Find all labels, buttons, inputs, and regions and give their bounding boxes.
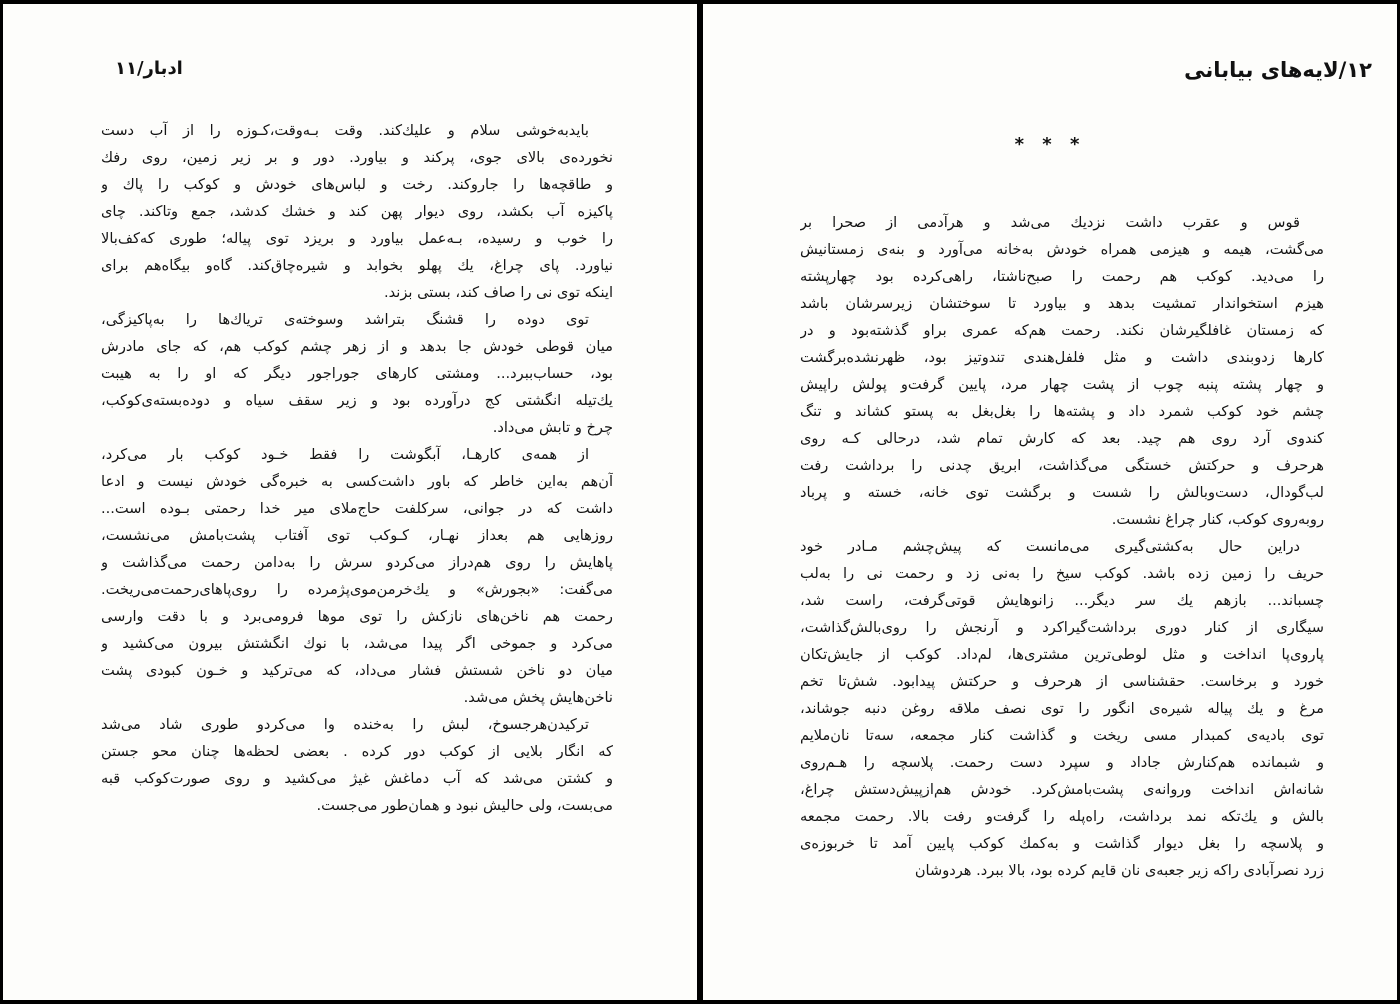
text-line: چرخ و تابش می‌داد. <box>492 419 613 436</box>
text-line: را خوب و رسیده، بـه‌عمل بیاورد و بریزد توی پیاله؛ طوری که‌کف‌بالا <box>101 230 613 247</box>
text-line: رحمت هم ناخن‌های نازکش را توی موها فرومی‌برد و با دقت وارسی <box>101 608 613 625</box>
text-line: خورد و برخاست. حقشناسی از هرحرف و حرکتش پیدابود. شش‌تا تخم <box>800 673 1324 690</box>
page-body <box>800 209 1324 884</box>
text-line: ناخن‌هایش پخش می‌شد. <box>463 689 613 706</box>
text-line: نخورده‌ی بالای جوی، پرکند و بیاورد. دور و بر زیر زمین، روی رفك <box>101 149 613 166</box>
text-line: سیگاری از کنار دوری برداشت‌گیراکرد و آرنجش را روی‌بالش‌گذاشت، <box>800 619 1324 636</box>
text-line: هرحرف و حرکتش خستگی می‌گذاشت، ابریق چدنی را برداشت رفت <box>800 457 1324 474</box>
text-line: حریف را زمین زده باشد. کوکب سیخ را به‌نی زد و رحمت نی را به‌لب <box>800 565 1324 582</box>
text-line: هیزم استخواندار تمشیت بدهد و بیاورد تا سوختشان زیرسرشان باشد <box>800 295 1324 312</box>
text-line: کارها زدوبندی داشت و مثل فلفل‌هندی تندوتیز بود، ظهرنشده‌برگشت <box>800 349 1324 366</box>
text-line: می‌گشت، هیمه و هیزمی همراه خودش به‌خانه می‌آورد و بنه‌ی زمستانیش <box>800 241 1324 258</box>
section-separator: * * * <box>1014 134 1086 155</box>
text-line: توی بادیه‌ی کمبدار مسی ریخت و گذاشت کنار مجمعه، سه‌تا نان‌ملایم <box>800 727 1324 744</box>
right-page <box>703 4 1397 1000</box>
text-line: چشم خود کوکب شمرد داد و پشته‌ها را بغل‌بغل به پستو کشاند و تنگ <box>800 403 1324 420</box>
text-line: میان قوطی خودش جا بدهد و از زهر چشم کوکب هم، که جای مادرش <box>101 338 613 355</box>
text-line: یك‌تیله انگشتی کج درآورده بود و زیر سقف سیاه و دوده‌بسته‌ی‌کوکب، <box>101 392 613 409</box>
text-line: ترکیدن‌هرجسوخ، لبش را به‌خنده وا می‌کردو طوری شاد می‌شد <box>101 716 589 733</box>
page-header: ۱۲/لایه‌های بیابانی <box>1184 58 1372 82</box>
text-line: چسباند... بازهم یك سر دیگر... زانوهایش قوتی‌گرفت، راست شد، <box>800 592 1324 609</box>
text-line: دراین حال به‌کشتی‌گیری می‌مانست که پیش‌چشم مـادر خود <box>800 538 1300 555</box>
text-line: مرغ و یك پیاله شیره‌ی انگور را توی نصف ملاقه روغن دنبه جوشاند، <box>800 700 1324 717</box>
text-line: می‌بست، ولی حالیش نبود و همان‌طور می‌جست. <box>316 797 613 814</box>
text-line: و شبمانده هم‌کنارش جاداد و سپرد دست رحمت. پلاسچه را هـم‌روی <box>800 754 1324 771</box>
text-line: که انگار بلایی از کوکب دور کرده . بعضی لحظه‌ها چنان محو جستن <box>101 743 613 760</box>
text-line: آن‌هم به‌این خاطر که باور داشت‌کسی به خبره‌گی خودش نیست و ادعا <box>101 473 613 490</box>
text-line: لب‌گودال، دست‌وبالش را شست و برگشت توی خانه، خسته و پرباد <box>800 484 1324 501</box>
text-line: و طاقچه‌ها را جاروکند. رخت و لباس‌های خودش و کوکب را پاك و <box>101 176 613 193</box>
page-body <box>101 117 613 819</box>
left-page <box>3 4 697 1000</box>
text-line: و چهار پشته پنبه چوب از پشت چهار مرد، پایین گرفت‌و پولش راپیش <box>800 376 1324 393</box>
text-line: می‌کرد و جموخی اگر پیدا می‌شد، با نوك انگشتش بیرون می‌کشید و <box>101 635 613 652</box>
text-line: پاکیزه آب بکشد، روی دیوار پهن کند و خشك کدشد، جمع وتاکند. چای <box>101 203 613 220</box>
text-line: اینکه توی نی را صاف کند، بستی بزند. <box>383 284 613 301</box>
text-line: داشت که در جوانی، سرکلفت حاج‌ملای میر خدا رحمتی بـوده است... <box>101 500 613 517</box>
text-line: بایدبه‌خوشی سلام و علیك‌کند. وقت بـه‌وقت،کـوزه را از آب دست <box>101 122 589 139</box>
page-header: ادبار/۱۱ <box>115 58 183 79</box>
text-line: کندوی آرد روی هم چید. بعد که کارش تمام شد، درحالی کـه روی <box>800 430 1324 447</box>
text-line: روبه‌روی کوکب، کنار چراغ نشست. <box>1111 511 1324 528</box>
text-line: و پلاسچه را بغل دیوار گذاشت و به‌کمك کوکب پایین آمد تا خربوزه‌ی <box>800 835 1324 852</box>
text-line: که زمستان غافلگیرشان نکند. رحمت هم‌که عمری براو گذشته‌بود و در <box>800 322 1324 339</box>
text-line: پاروی‌پا انداخت و مثل لوطی‌ترین مشتری‌ها، لم‌داد. کوکب از جایش‌تکان <box>800 646 1324 663</box>
text-line: بود، حساب‌ببرد... ومشتی کارهای جوراجور دیگر که او را به هیبت <box>101 365 613 382</box>
text-line: پاهایش را روی هم‌دراز می‌کردو سرش را به‌دامن رحمت می‌گذاشت و <box>101 554 613 571</box>
text-line: از همه‌ی کارهـا، آبگوشت را فقط خـود کوکب بار می‌کرد، <box>101 446 589 463</box>
text-line: شانه‌اش انداخت وروانه‌ی پشت‌بامش‌کرد. خودش هم‌ازپیش‌دستش چراغ، <box>800 781 1324 798</box>
text-line: بالش و یك‌تکه نمد برداشت، راه‌پله را گرفت‌و رفت بالا. رحمت مجمعه <box>800 808 1324 825</box>
text-line: می‌گفت: «بجورش» و یك‌خرمن‌موی‌پژمرده را روی‌پاهای‌رحمت‌می‌ریخت. <box>101 581 613 598</box>
text-line: قوس و عقرب داشت نزدیك می‌شد و هرآدمی از صحرا بر <box>800 214 1300 231</box>
text-line: را می‌دید. کوکب هم رحمت را صبح‌ناشتا، راهی‌کرده بود چهارپشته <box>800 268 1324 285</box>
text-line: زرد نصرآبادی راکه زیر جعبه‌ی نان قایم کرده بود، بالا ببرد. هردوشان <box>914 862 1324 879</box>
text-line: و کشتن می‌شد که آب دماغش غیژ می‌کشید و روی صورت‌کوکب قبه <box>101 770 613 787</box>
text-line: توی دوده را قشنگ بتراشد وسوخته‌ی تریاك‌ها را به‌پاکیزگی، <box>101 311 589 328</box>
text-line: میان دو ناخن شستش فشار می‌داد، که می‌ترکید و خـون کبودی پشت <box>101 662 613 679</box>
text-line: نیاورد. پای چراغ، یك پهلو بخوابد و شیره‌چاق‌کند. گاه‌و بیگاه‌هم برای <box>101 257 613 274</box>
text-line: روزهایی هم بعداز نهـار، کـوکب توی آفتاب پشت‌بامش می‌نشست، <box>101 527 613 544</box>
